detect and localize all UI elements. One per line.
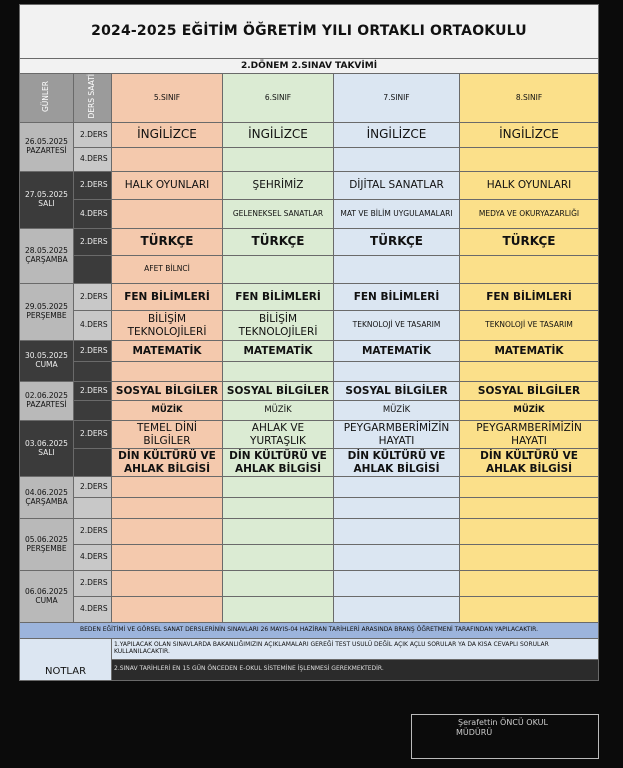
day-cell: 02.06.2025 PAZARTESİ	[20, 382, 74, 421]
table-row	[20, 421, 599, 449]
ders-label: 4.DERS	[74, 597, 112, 623]
table-row	[20, 498, 599, 519]
exam-cell: DİN KÜLTÜRÜ VE AHLAK BİLGİSİ	[334, 449, 460, 477]
ders-label: 2.DERS	[74, 571, 112, 597]
ders-label: 2.DERS	[74, 421, 112, 449]
exam-cell: DİJİTAL SANATLAR	[334, 172, 460, 200]
table-row	[20, 449, 599, 477]
exam-cell: MATEMATİK	[223, 341, 334, 362]
exam-cell: MEDYA VE OKURYAZARLIĞI	[460, 200, 599, 229]
day-cell: 05.06.2025 PERŞEMBE	[20, 519, 74, 571]
exam-cell: DİN KÜLTÜRÜ VE AHLAK BİLGİSİ	[112, 449, 223, 477]
exam-cell: PEYGARMBERİMİZİN HAYATI	[334, 421, 460, 449]
ders-label: 4.DERS	[74, 200, 112, 229]
table-row	[20, 477, 599, 498]
table-row	[20, 200, 599, 229]
note-2: 2.SINAV TARİHLERİ EN 15 GÜN ÖNCEDEN E-OKUL SİSTEMİNE İŞLENMESİ GEREKMEKTEDİR.	[112, 659, 599, 680]
exam-cell: TÜRKÇE	[112, 229, 223, 256]
exam-cell: DİN KÜLTÜRÜ VE AHLAK BİLGİSİ	[460, 449, 599, 477]
exam-cell: MAT VE BİLİM UYGULAMALARI	[334, 200, 460, 229]
exam-schedule-table	[19, 4, 599, 681]
day-cell: 03.06.2025 SALI	[20, 421, 74, 477]
exam-cell: SOSYAL BİLGİLER	[112, 382, 223, 401]
table-row	[20, 172, 599, 200]
table-row	[20, 597, 599, 623]
exam-cell: TÜRKÇE	[334, 229, 460, 256]
day-cell: 29.05.2025 PERŞEMBE	[20, 284, 74, 341]
exam-cell: TEMEL DİNİ BİLGİLER	[112, 421, 223, 449]
ders-label: 2.DERS	[74, 477, 112, 498]
table-row	[20, 382, 599, 401]
exam-cell: FEN BİLİMLERİ	[223, 284, 334, 311]
exam-cell: TEKNOLOJİ VE TASARIM	[334, 311, 460, 341]
exam-cell: TEKNOLOJİ VE TASARIM	[460, 311, 599, 341]
exam-schedule-sheet	[19, 4, 598, 696]
day-cell: 06.06.2025 CUMA	[20, 571, 74, 623]
exam-cell: PEYGARMBERİMİZİN HAYATI	[460, 421, 599, 449]
exam-cell: AFET BİLNCİ	[112, 256, 223, 284]
exam-cell: BİLİŞİM TEKNOLOJİLERİ	[112, 311, 223, 341]
day-cell: 28.05.2025 ÇARŞAMBA	[20, 229, 74, 284]
header-row	[20, 74, 599, 123]
exam-cell: İNGİLİZCE	[223, 123, 334, 148]
ders-label: 4.DERS	[74, 545, 112, 571]
table-row	[20, 341, 599, 362]
exam-cell: TÜRKÇE	[223, 229, 334, 256]
signature-role: MÜDÜRÜ	[456, 728, 493, 737]
exam-cell: SOSYAL BİLGİLER	[460, 382, 599, 401]
exam-cell: FEN BİLİMLERİ	[460, 284, 599, 311]
table-row	[20, 362, 599, 382]
table-row	[20, 311, 599, 341]
exam-cell: MÜZİK	[112, 401, 223, 421]
notes-row	[20, 639, 599, 660]
exam-cell: DİN KÜLTÜRÜ VE AHLAK BİLGİSİ	[223, 449, 334, 477]
exam-cell: ŞEHRİMİZ	[223, 172, 334, 200]
header-6-sinif: 6.SINIF	[223, 74, 334, 123]
exam-cell: HALK OYUNLARI	[460, 172, 599, 200]
day-cell: 04.06.2025 ÇARŞAMBA	[20, 477, 74, 519]
exam-cell: GELENEKSEL SANATLAR	[223, 200, 334, 229]
exam-cell: İNGİLİZCE	[112, 123, 223, 148]
table-row	[20, 148, 599, 172]
exam-cell: MATEMATİK	[334, 341, 460, 362]
exam-cell: BİLİŞİM TEKNOLOJİLERİ	[223, 311, 334, 341]
page-title: 2024-2025 EĞİTİM ÖĞRETİM YILI ORTAKLI ORTAOKULU	[20, 5, 599, 59]
exam-cell: İNGİLİZCE	[334, 123, 460, 148]
day-cell: 27.05.2025 SALI	[20, 172, 74, 229]
header-5-sinif: 5.SINIF	[112, 74, 223, 123]
table-row	[20, 229, 599, 256]
header-8-sinif: 8.SINIF	[460, 74, 599, 123]
table-row	[20, 401, 599, 421]
table-row	[20, 571, 599, 597]
header-gunler: GÜNLER	[20, 74, 74, 123]
ders-label: 4.DERS	[74, 311, 112, 341]
signature-name: Şerafettin ÖNCÜ OKUL	[458, 718, 548, 727]
day-cell: 26.05.2025 PAZARTESİ	[20, 123, 74, 172]
ders-label: 2.DERS	[74, 284, 112, 311]
header-ders-saati: DERS SAATİ	[74, 74, 112, 123]
notes-label: NOTLAR	[20, 639, 112, 681]
exam-cell: SOSYAL BİLGİLER	[223, 382, 334, 401]
table-row	[20, 519, 599, 545]
ders-label: 2.DERS	[74, 229, 112, 256]
note-1: 1.YAPILACAK OLAN SINAVLARDA BAKANLIĞIMIZIN AÇIKLAMALARI GEREĞİ TEST USULÜ DEĞİL AÇIK AÇLU SORULAR YA DA KISA CEVAPLI SORULAR KULLANILACAKTIR.	[112, 639, 599, 660]
ders-label: 4.DERS	[74, 148, 112, 172]
exam-cell: MÜZİK	[334, 401, 460, 421]
ders-label: 2.DERS	[74, 341, 112, 362]
page-subtitle: 2.DÖNEM 2.SINAV TAKVİMİ	[20, 59, 599, 74]
header-7-sinif: 7.SINIF	[334, 74, 460, 123]
table-row	[20, 123, 599, 148]
ders-label: 2.DERS	[74, 172, 112, 200]
exam-cell: FEN BİLİMLERİ	[334, 284, 460, 311]
exam-cell: İNGİLİZCE	[460, 123, 599, 148]
exam-cell: SOSYAL BİLGİLER	[334, 382, 460, 401]
ders-label: 2.DERS	[74, 382, 112, 401]
exam-cell: MATEMATİK	[112, 341, 223, 362]
signature-box	[411, 714, 599, 759]
table-row	[20, 284, 599, 311]
ders-label: 2.DERS	[74, 519, 112, 545]
ders-label: 2.DERS	[74, 123, 112, 148]
exam-cell: HALK OYUNLARI	[112, 172, 223, 200]
exam-cell: MÜZİK	[460, 401, 599, 421]
exam-cell: MATEMATİK	[460, 341, 599, 362]
beden-note-row	[20, 623, 599, 639]
exam-cell: FEN BİLİMLERİ	[112, 284, 223, 311]
exam-cell: AHLAK VE YURTAŞLIK	[223, 421, 334, 449]
exam-cell: TÜRKÇE	[460, 229, 599, 256]
day-cell: 30.05.2025 CUMA	[20, 341, 74, 382]
exam-cell: MÜZİK	[223, 401, 334, 421]
beden-note: BEDEN EĞİTİMİ VE GÖRSEL SANAT DERSLERİNİN SINAVLARI 26 MAYIS-04 HAZİRAN TARİHLERİ ARASINDA BRANŞ ÖĞRETMENİ TARAFINDAN YAPILACAKTIR.	[20, 623, 599, 639]
table-row	[20, 545, 599, 571]
table-row	[20, 256, 599, 284]
